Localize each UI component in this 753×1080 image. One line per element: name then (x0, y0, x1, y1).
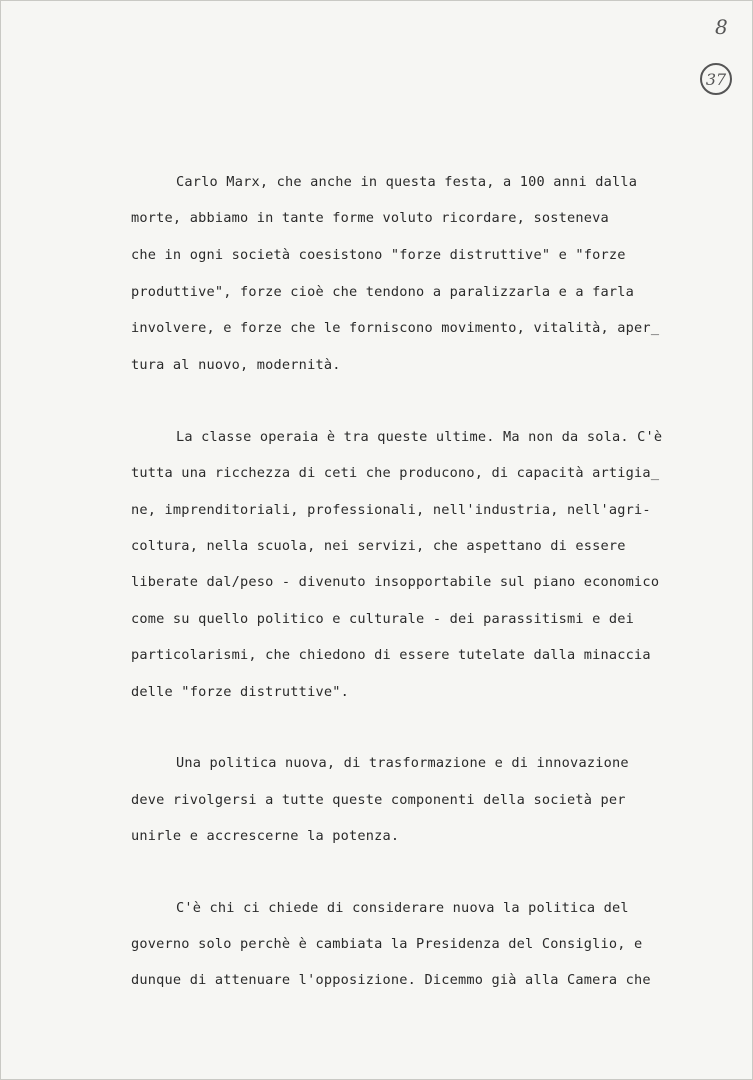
paragraph-4-line-1: C'è chi ci chiede di considerare nuova la politica del (176, 900, 629, 916)
paragraph-2-line-4: coltura, nella scuola, nei servizi, che aspettano di essere (131, 538, 626, 554)
paragraph-1-line-4: produttive", forze cioè che tendono a paralizzarla e a farla (131, 284, 635, 300)
circled-folio-number: 37 (700, 63, 732, 95)
paragraph-3-line-2: deve rivolgersi a tutte queste componenti della società per (131, 792, 626, 808)
paragraph-2-line-7: particolarismi, che chiedono di essere tutelate dalla minaccia (131, 647, 651, 663)
paragraph-1-line-5: involvere, e forze che le forniscono movimento, vitalità, aper_ (131, 320, 660, 336)
paragraph-2-line-8: delle "forze distruttive". (131, 684, 349, 700)
paragraph-1-line-1: Carlo Marx, che anche in questa festa, a 100 anni dalla (176, 174, 638, 190)
paragraph-2-line-5: liberate dal/peso - divenuto insopportabile sul piano economico (131, 574, 660, 590)
paragraph-2-line-3: ne, imprenditoriali, professionali, nell'industria, nell'agri- (131, 502, 651, 518)
handwritten-page-number: 8 (715, 15, 728, 39)
paragraph-2-line-6: come su quello politico e culturale - dei parassitismi e dei (131, 611, 635, 627)
paragraph-3-line-3: unirle e accrescerne la potenza. (131, 828, 400, 844)
paragraph-1-line-2: morte, abbiamo in tante forme voluto ricordare, sosteneva (131, 210, 609, 226)
paragraph-2-line-1: La classe operaia è tra queste ultime. Ma non da sola. C'è (176, 429, 663, 445)
paragraph-4-line-2: governo solo perchè è cambiata la Presidenza del Consiglio, e (131, 936, 643, 952)
paragraph-4-line-3: dunque di attenuare l'opposizione. Dicemmo già alla Camera che (131, 972, 651, 988)
paragraph-1-line-6: tura al nuovo, modernità. (131, 357, 341, 373)
paragraph-1-line-3: che in ogni società coesistono "forze distruttive" e "forze (131, 247, 626, 263)
paragraph-3-line-1: Una politica nuova, di trasformazione e di innovazione (176, 755, 629, 771)
paragraph-2-line-2: tutta una ricchezza di ceti che producono, di capacità artigia_ (131, 465, 660, 481)
